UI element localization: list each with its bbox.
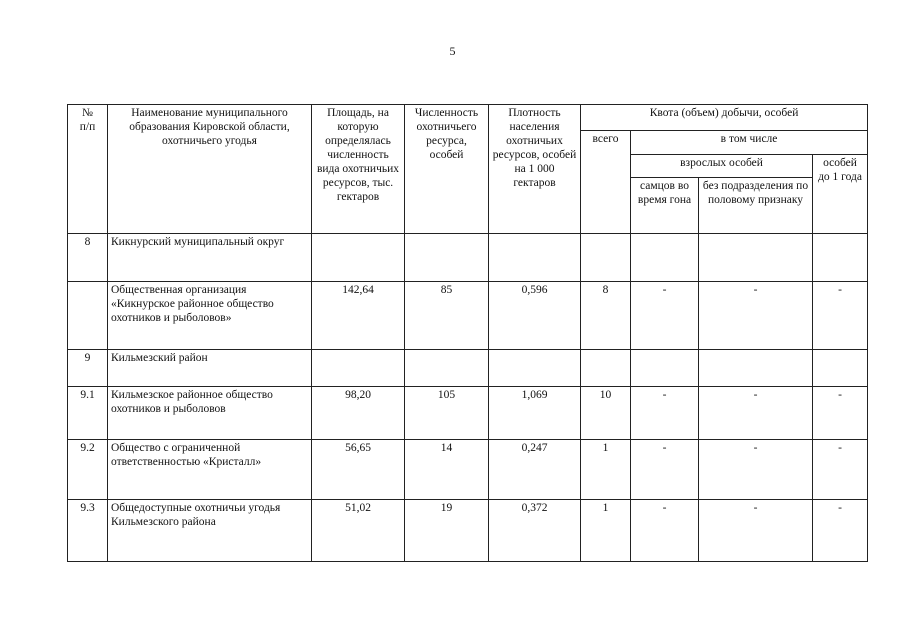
table-row [68, 387, 868, 440]
page-number: 5 [449, 44, 456, 58]
row-name: Общественная организация «Кикнурское районное общество охотников и рыболовов» [108, 282, 312, 350]
row-count: 14 [405, 440, 489, 500]
row-males: - [631, 387, 699, 440]
row-males: - [631, 282, 699, 350]
row-young: - [813, 282, 868, 350]
row-area: 142,64 [312, 282, 405, 350]
row-area [312, 234, 405, 282]
row-count: 105 [405, 387, 489, 440]
row-num: 9.3 [68, 500, 108, 562]
row-count: 19 [405, 500, 489, 562]
row-area: 51,02 [312, 500, 405, 562]
row-total: 8 [581, 282, 631, 350]
row-nogender: - [699, 282, 813, 350]
row-count [405, 350, 489, 387]
row-total: 1 [581, 500, 631, 562]
table-row [68, 282, 868, 350]
row-males [631, 350, 699, 387]
row-males: - [631, 500, 699, 562]
row-name: Общество с ограниченной ответственностью «Кристалл» [108, 440, 312, 500]
row-young [813, 234, 868, 282]
row-num: 9 [68, 350, 108, 387]
row-nogender: - [699, 440, 813, 500]
table-row [68, 500, 868, 562]
row-density: 0,372 [489, 500, 581, 562]
table-row [68, 350, 868, 387]
row-nogender: - [699, 500, 813, 562]
row-num: 9.1 [68, 387, 108, 440]
row-density [489, 234, 581, 282]
row-count: 85 [405, 282, 489, 350]
row-num: 9.2 [68, 440, 108, 500]
row-name: Кикнурский муниципальный округ [108, 234, 312, 282]
row-num: 8 [68, 234, 108, 282]
header-including: в том числе [631, 131, 868, 155]
row-total [581, 234, 631, 282]
row-density: 1,069 [489, 387, 581, 440]
hunting-quota-table [67, 104, 868, 562]
row-num [68, 282, 108, 350]
row-young [813, 350, 868, 387]
row-nogender [699, 234, 813, 282]
row-males [631, 234, 699, 282]
row-young: - [813, 387, 868, 440]
table-row [68, 234, 868, 282]
header-name: Наименование муниципального образования Кировской области, охотничьего угодья [108, 105, 312, 234]
row-total: 1 [581, 440, 631, 500]
header-total: всего [581, 131, 631, 234]
row-name: Общедоступные охотничьи угодья Кильмезского района [108, 500, 312, 562]
row-area: 98,20 [312, 387, 405, 440]
row-density: 0,596 [489, 282, 581, 350]
row-area: 56,65 [312, 440, 405, 500]
row-name: Кильмезский район [108, 350, 312, 387]
header-quota: Квота (объем) добычи, особей [581, 105, 868, 131]
table-row [68, 440, 868, 500]
header-under-one: особей до 1 года [813, 155, 868, 234]
row-count [405, 234, 489, 282]
row-total [581, 350, 631, 387]
header-num: № п/п [68, 105, 108, 234]
row-nogender [699, 350, 813, 387]
row-density: 0,247 [489, 440, 581, 500]
header-no-gender: без подразделения по половому признаку [699, 178, 813, 234]
row-area [312, 350, 405, 387]
header-adults: взрослых особей [631, 155, 813, 178]
row-males: - [631, 440, 699, 500]
row-total: 10 [581, 387, 631, 440]
row-young: - [813, 500, 868, 562]
header-density: Плотность населения охотничьих ресурсов, особей на 1 000 гектаров [489, 105, 581, 234]
row-nogender: - [699, 387, 813, 440]
header-count: Численность охотничьего ресурса, особей [405, 105, 489, 234]
row-name: Кильмезское районное общество охотников и рыболовов [108, 387, 312, 440]
row-density [489, 350, 581, 387]
row-young: - [813, 440, 868, 500]
header-males-rut: самцов во время гона [631, 178, 699, 234]
header-area: Площадь, на которую определялась численность вида охотничьих ресурсов, тыс. гектаров [312, 105, 405, 234]
